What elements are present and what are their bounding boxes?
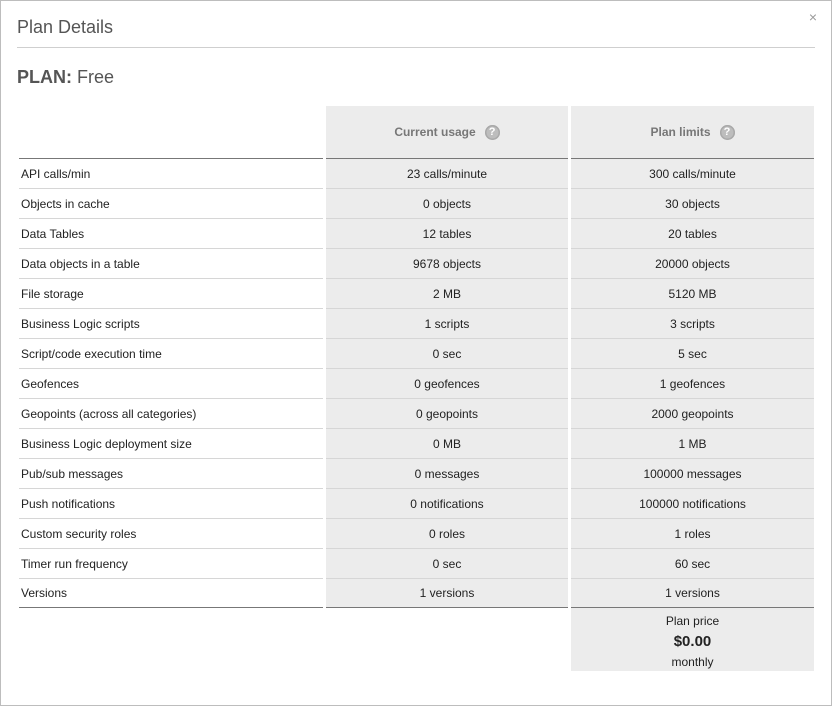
- row-plan-limit: 1 MB: [571, 428, 814, 458]
- table-row: [19, 338, 814, 368]
- row-current-usage: 0 MB: [326, 428, 568, 458]
- row-plan-limit: 1 versions: [571, 578, 814, 608]
- close-button[interactable]: ×: [808, 9, 817, 25]
- row-name: Geofences: [19, 368, 323, 398]
- row-current-usage: 0 geopoints: [326, 398, 568, 428]
- row-current-usage: 1 versions: [326, 578, 568, 608]
- row-current-usage: 0 geofences: [326, 368, 568, 398]
- row-name: Data objects in a table: [19, 248, 323, 278]
- row-name: API calls/min: [19, 158, 323, 188]
- row-name: Custom security roles: [19, 518, 323, 548]
- row-current-usage: 0 roles: [326, 518, 568, 548]
- table-row: [19, 548, 814, 578]
- row-name: Script/code execution time: [19, 338, 323, 368]
- table-row: [19, 458, 814, 488]
- table-row: [19, 428, 814, 458]
- plan-heading: [17, 67, 114, 88]
- row-name: Data Tables: [19, 218, 323, 248]
- row-plan-limit: 100000 notifications: [571, 488, 814, 518]
- plan-price-period: monthly: [671, 655, 714, 669]
- row-plan-limit: 1 geofences: [571, 368, 814, 398]
- row-current-usage: 0 sec: [326, 548, 568, 578]
- row-plan-limit: 2000 geopoints: [571, 398, 814, 428]
- dialog-title: Plan Details: [17, 17, 114, 37]
- header-plan-limits-label: Plan limits: [650, 125, 711, 139]
- plan-name: Free: [77, 67, 115, 87]
- row-plan-limit: 20000 objects: [571, 248, 814, 278]
- row-name: Business Logic deployment size: [19, 428, 323, 458]
- row-name: Pub/sub messages: [19, 458, 323, 488]
- table-row: [19, 188, 814, 218]
- row-plan-limit: 5 sec: [571, 338, 814, 368]
- row-plan-limit: 100000 messages: [571, 458, 814, 488]
- plan-price-label: Plan price: [665, 614, 720, 628]
- plan-prefix: PLAN:: [17, 67, 72, 87]
- row-plan-limit: 20 tables: [571, 218, 814, 248]
- row-plan-limit: 30 objects: [571, 188, 814, 218]
- row-plan-limit: 5120 MB: [571, 278, 814, 308]
- plan-price-value: $0.00: [673, 633, 712, 650]
- row-current-usage: 0 sec: [326, 338, 568, 368]
- table-header: [19, 106, 814, 158]
- table-body: [19, 158, 814, 608]
- row-plan-limit: 3 scripts: [571, 308, 814, 338]
- row-current-usage: 23 calls/minute: [326, 158, 568, 188]
- table-row: [19, 368, 814, 398]
- row-current-usage: 1 scripts: [326, 308, 568, 338]
- table-row: [19, 158, 814, 188]
- table-row: [19, 398, 814, 428]
- row-plan-limit: 300 calls/minute: [571, 158, 814, 188]
- row-name: Geopoints (across all categories): [19, 398, 323, 428]
- table-row: [19, 278, 814, 308]
- row-name: Versions: [19, 578, 323, 608]
- header-plan-limits: [571, 106, 814, 158]
- table-row: [19, 578, 814, 608]
- header-current-usage: [326, 106, 568, 158]
- table-row: [19, 248, 814, 278]
- row-plan-limit: 60 sec: [571, 548, 814, 578]
- row-current-usage: 0 messages: [326, 458, 568, 488]
- plan-price-block: [571, 608, 814, 671]
- row-current-usage: 0 objects: [326, 188, 568, 218]
- table-row: [19, 308, 814, 338]
- row-name: Timer run frequency: [19, 548, 323, 578]
- title-divider: [17, 47, 815, 48]
- limits-help-icon[interactable]: ?: [720, 125, 735, 140]
- header-current-usage-label: Current usage: [394, 125, 476, 139]
- row-current-usage: 0 notifications: [326, 488, 568, 518]
- row-name: Objects in cache: [19, 188, 323, 218]
- row-current-usage: 2 MB: [326, 278, 568, 308]
- row-current-usage: 12 tables: [326, 218, 568, 248]
- table-row: [19, 488, 814, 518]
- table-row: [19, 518, 814, 548]
- row-name: Push notifications: [19, 488, 323, 518]
- table-row: [19, 218, 814, 248]
- row-plan-limit: 1 roles: [571, 518, 814, 548]
- row-name: File storage: [19, 278, 323, 308]
- usage-help-icon[interactable]: ?: [485, 125, 500, 140]
- row-current-usage: 9678 objects: [326, 248, 568, 278]
- row-name: Business Logic scripts: [19, 308, 323, 338]
